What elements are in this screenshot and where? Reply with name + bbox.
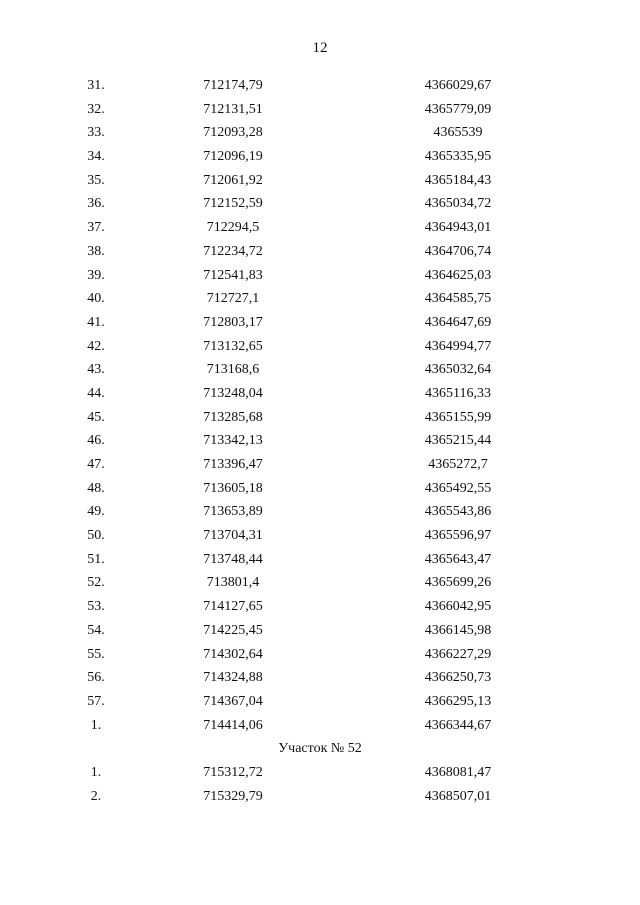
y-coordinate: 4364994,77: [424, 338, 492, 354]
point-number: 37.: [87, 220, 105, 236]
y-coordinate: 4366250,73: [424, 670, 492, 686]
y-coordinate: 4365779,09: [424, 101, 492, 117]
point-number: 45.: [87, 409, 105, 425]
x-coordinate: 712131,51: [203, 101, 263, 117]
y-coordinate: 4364585,75: [424, 291, 492, 307]
table-row: [0, 453, 640, 477]
x-coordinate: 714414,06: [203, 717, 263, 733]
y-coordinate: 4364625,03: [424, 267, 492, 283]
table-row: [0, 690, 640, 714]
table-row: [0, 761, 640, 785]
table-row: [0, 335, 640, 359]
point-number: 48.: [87, 480, 105, 496]
y-coordinate: 4365543,86: [424, 504, 492, 520]
point-number: 1.: [90, 764, 102, 780]
x-coordinate: 714302,64: [203, 646, 263, 662]
point-number: 47.: [87, 457, 105, 472]
x-coordinate: 712234,72: [203, 243, 263, 259]
table-row: [0, 785, 640, 809]
point-number: 32.: [87, 101, 105, 117]
x-coordinate: 715329,79: [203, 788, 263, 804]
point-number: 52.: [87, 575, 105, 591]
point-number: 39.: [87, 267, 105, 283]
y-coordinate: 4368081,47: [424, 764, 492, 780]
y-coordinate: 4365116,33: [425, 385, 491, 401]
x-coordinate: 714127,65: [203, 599, 263, 615]
y-coordinate: 4365155,99: [424, 409, 492, 425]
table-row: [0, 500, 640, 524]
y-coordinate: 4364647,69: [424, 314, 492, 330]
x-coordinate: 714225,45: [203, 622, 263, 638]
point-number: 54.: [87, 622, 105, 638]
point-number: 2.: [90, 788, 102, 804]
y-coordinate: 4365492,55: [424, 480, 492, 496]
y-coordinate: 4365335,95: [424, 149, 492, 165]
table-row: [0, 358, 640, 382]
point-number: 41.: [87, 314, 105, 330]
x-coordinate: 712294,5: [206, 220, 260, 236]
table-row: [0, 74, 640, 98]
point-number: 35.: [87, 172, 105, 188]
table-row: [0, 311, 640, 335]
x-coordinate: 712152,59: [203, 196, 263, 212]
point-number: 57.: [87, 693, 105, 709]
point-number: 1.: [90, 717, 102, 733]
x-coordinate: 714367,04: [203, 693, 263, 709]
y-coordinate: 4366227,29: [424, 646, 492, 662]
point-number: 44.: [87, 385, 105, 401]
y-coordinate: 4364943,01: [424, 220, 492, 236]
table-row: [0, 240, 640, 264]
coordinates-rows-group-2: [0, 761, 640, 808]
table-row: [0, 192, 640, 216]
point-number: 42.: [87, 338, 105, 354]
x-coordinate: 712174,79: [203, 78, 263, 93]
section-title: Участок № 52: [278, 741, 362, 757]
table-row: [0, 98, 640, 122]
x-coordinate: 713168,6: [206, 362, 260, 378]
x-coordinate: 714324,88: [203, 670, 263, 686]
point-number: 55.: [87, 646, 105, 662]
point-number: 51.: [87, 551, 105, 567]
table-row: [0, 666, 640, 690]
y-coordinate: 4366344,67: [424, 717, 492, 733]
point-number: 38.: [87, 243, 105, 259]
y-coordinate: 4366042,95: [424, 599, 492, 615]
table-row: [0, 216, 640, 240]
x-coordinate: 712061,92: [203, 172, 263, 188]
x-coordinate: 715312,72: [203, 764, 263, 780]
point-number: 31.: [87, 78, 105, 93]
x-coordinate: 713748,44: [203, 551, 263, 567]
x-coordinate: 713704,31: [203, 528, 263, 544]
table-row: [0, 643, 640, 667]
x-coordinate: 713132,65: [203, 338, 263, 354]
page-number: 12: [312, 40, 328, 56]
point-number: 53.: [87, 599, 105, 615]
x-coordinate: 713605,18: [203, 480, 263, 496]
table-row: [0, 121, 640, 145]
point-number: 40.: [87, 291, 105, 307]
y-coordinate: 4366145,98: [424, 622, 492, 638]
table-row: [0, 548, 640, 572]
point-number: 46.: [87, 433, 105, 449]
table-row: [0, 145, 640, 169]
y-coordinate: 4365215,44: [424, 433, 492, 449]
y-coordinate: 4365034,72: [424, 196, 492, 212]
x-coordinate: 713653,89: [203, 504, 263, 520]
y-coordinate: 4365539: [433, 125, 483, 141]
y-coordinate: 4368507,01: [424, 788, 492, 804]
x-coordinate: 712803,17: [203, 314, 263, 330]
y-coordinate: 4365643,47: [424, 551, 492, 567]
table-row: [0, 287, 640, 311]
x-coordinate: 712096,19: [203, 149, 263, 165]
x-coordinate: 712727,1: [206, 291, 260, 307]
y-coordinate: 4365596,97: [424, 528, 492, 544]
table-row: [0, 714, 640, 738]
point-number: 33.: [87, 125, 105, 141]
x-coordinate: 713342,13: [203, 433, 263, 449]
x-coordinate: 713801,4: [206, 575, 260, 591]
y-coordinate: 4365032,64: [424, 362, 492, 378]
y-coordinate: 4366295,13: [424, 693, 492, 709]
table-row: [0, 264, 640, 288]
point-number: 34.: [87, 149, 105, 165]
table-row: [0, 619, 640, 643]
table-row: [0, 524, 640, 548]
table-row: [0, 169, 640, 193]
y-coordinate: 4365699,26: [424, 575, 492, 591]
y-coordinate: 4364706,74: [424, 243, 492, 259]
coordinates-rows-group-1: [0, 74, 640, 737]
table-row: [0, 382, 640, 406]
y-coordinate: 4366029,67: [424, 78, 492, 93]
table-row: [0, 595, 640, 619]
x-coordinate: 712093,28: [203, 125, 263, 141]
table-row: [0, 571, 640, 595]
point-number: 49.: [87, 504, 105, 520]
x-coordinate: 712541,83: [203, 267, 263, 283]
point-number: 56.: [87, 670, 105, 686]
x-coordinate: 713248,04: [203, 385, 263, 401]
table-row: [0, 406, 640, 430]
point-number: 43.: [87, 362, 105, 378]
point-number: 50.: [87, 528, 105, 544]
x-coordinate: 713285,68: [203, 409, 263, 425]
x-coordinate: 713396,47: [203, 457, 263, 472]
point-number: 36.: [87, 196, 105, 212]
coordinates-table: [0, 74, 640, 808]
table-row: [0, 477, 640, 501]
table-row: [0, 429, 640, 453]
y-coordinate: 4365272,7: [428, 457, 488, 472]
y-coordinate: 4365184,43: [424, 172, 492, 188]
